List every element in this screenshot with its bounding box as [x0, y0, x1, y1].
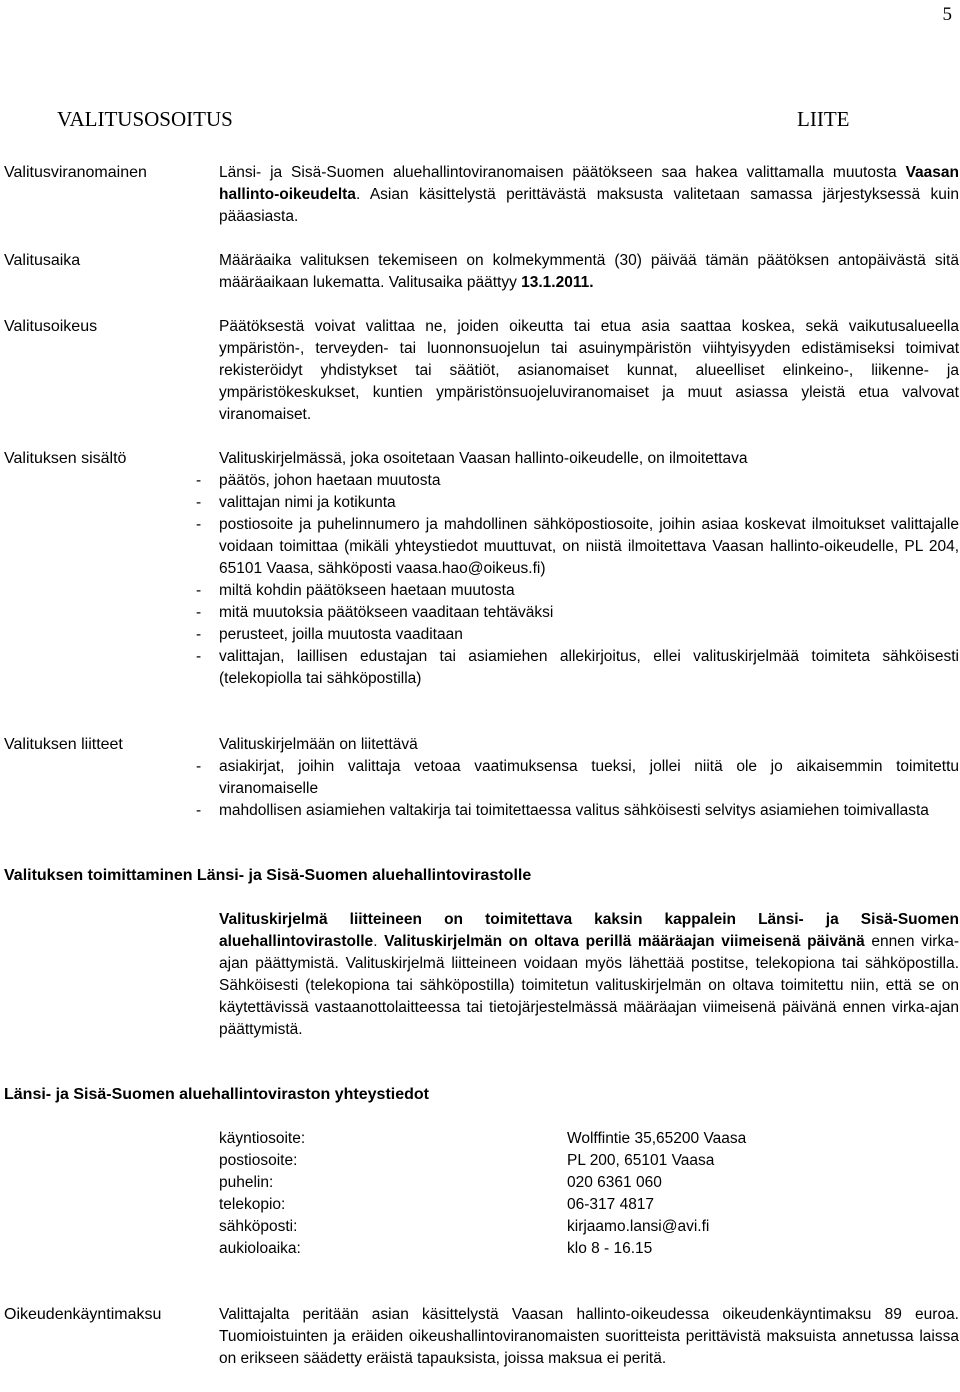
liitteet-list: [196, 756, 959, 822]
list-item: - miltä kohdin päätökseen haetaan muutosta: [196, 582, 515, 599]
section-label-oikeudenkayntimaksu: Oikeudenkäyntimaksu: [4, 1306, 162, 1323]
contact-table: [219, 1128, 819, 1260]
liitteet-intro: Valituskirjelmään on liitettävä: [219, 736, 418, 753]
section-label-liitteet: Valituksen liitteet: [4, 736, 123, 753]
list-item: - asiakirjat, joihin valittaja vetoaa vaatimuksensa tueksi, jollei niitä ole jo aikaisemmin toimitettu viranomaiselle: [196, 758, 959, 797]
document-title: VALITUSOSOITUS: [57, 107, 233, 131]
list-item: - päätös, johon haetaan muutosta: [196, 472, 441, 489]
list-item: - valittajan, laillisen edustajan tai asiamiehen allekirjoitus, ellei valituskirjelmää toimiteta sähköisesti (telekopiolla tai sähköpostilla): [196, 648, 959, 687]
list-item: - perusteet, joilla muutosta vaaditaan: [196, 626, 463, 643]
section-text-oikeudenkayntimaksu: Valittajalta peritään asian käsittelystä Vaasan hallinto-oikeudessa oikeudenkäyntimaksu 89 euroa. Tuomioistuinten ja eräiden oikeushallintoviranomaisten suoritteista perittävistä maksuista annetussa laissa on erikseen säädetty eräistä tapauksista, joissa maksua ei peritä.: [219, 1306, 959, 1367]
toimittaminen-heading: Valituksen toimittaminen Länsi- ja Sisä-Suomen aluehallintovirastolle: [4, 867, 532, 884]
section-label-valitusviranomainen: Valitusviranomainen: [4, 164, 147, 181]
sisalto-list: [196, 470, 959, 690]
section-label-valitusoikeus: Valitusoikeus: [4, 318, 98, 335]
section-text-valitusaika: Määräaika valituksen tekemiseen on kolmekymmentä (30) päivää tämän päätöksen antopäivästä sitä määräaikaan lukematta. Valitusaika päättyy 13.1.2011.: [219, 252, 959, 291]
list-item: - mahdollisen asiamiehen valtakirja tai toimitettaessa valitus sähköisesti selvitys asiamiehen toimivallasta: [196, 802, 929, 819]
contact-row: aukioloaika: klo 8 - 16.15: [219, 1240, 653, 1257]
contact-row: postiosoite: PL 200, 65101 Vaasa: [219, 1152, 715, 1169]
list-item: - mitä muutoksia päätökseen vaaditaan tehtäväksi: [196, 604, 554, 621]
list-item: - postiosoite ja puhelinnumero ja mahdollinen sähköpostiosoite, joihin asiaa koskevat ilmoitukset valittajalle voidaan toimittaa (mikäli yhteystiedot muuttuvat, on niistä ilmoitettava Vaasan hallinto-oikeudelle, PL 204, 65101 Vaasa, sähköposti vaasa.hao@oikeus.fi): [196, 516, 959, 577]
list-item: - valittajan nimi ja kotikunta: [196, 494, 396, 511]
contact-row: sähköposti: kirjaamo.lansi@avi.fi: [219, 1218, 710, 1235]
page-number: 5: [942, 4, 952, 25]
section-text-valitusoikeus: Päätöksestä voivat valittaa ne, joiden oikeutta tai etua asia saattaa koskea, sekä vaikutusalueella ympäristön-, terveyden- tai luonnonsuojelun tai asuinympäristön viihtyisyyden edistämiseksi toimivat rekisteröidyt yhdistykset tai säätiöt, asianomaiset kunnat, alueelliset elinkeino-, liikenne- ja ympäristökeskukset, kuntien ympäristönsuojeluviranomaiset ja muut asiassa yleistä etua valvovat viranomaiset.: [219, 318, 959, 423]
section-text-valitusviranomainen: Länsi- ja Sisä-Suomen aluehallintoviranomaisen päätökseen saa hakea valittamalla muutosta Vaasan hallinto-oikeudelta. Asian käsittelystä perittävästä maksusta valitetaan samassa järjestyksessä kuin pääasiasta.: [219, 164, 959, 225]
contact-row: telekopio: 06-317 4817: [219, 1196, 655, 1213]
contact-row: käyntiosoite: Wolffintie 35,65200 Vaasa: [219, 1130, 747, 1147]
toimittaminen-text: Valituskirjelmä liitteineen on toimitettava kaksin kappalein Länsi- ja Sisä-Suomen aluehallintovirastolle. Valituskirjelmän on oltava perillä määräajan viimeisenä päivänä ennen virka-ajan päättymistä. Valituskirjelmä liitteineen voidaan myös lähettää postitse, telekopiona tai sähköpostilla. Sähköisesti (telekopiona tai sähköpostilla) toimitetun valituskirjelmän on oltava toimitettu niin, että se on käytettävissä vastaanottolaitteessa tai tietojärjestelmässä määräajan viimeisenä päivänä ennen virka-ajan päättymistä.: [219, 911, 959, 1038]
section-label-sisalto: Valituksen sisältö: [4, 450, 127, 467]
attachment-label: LIITE: [797, 107, 850, 131]
yhteystiedot-heading: Länsi- ja Sisä-Suomen aluehallintoviraston yhteystiedot: [4, 1086, 429, 1103]
section-label-valitusaika: Valitusaika: [4, 252, 81, 269]
contact-row: puhelin: 020 6361 060: [219, 1174, 662, 1191]
sisalto-intro: Valituskirjelmässä, joka osoitetaan Vaasan hallinto-oikeudelle, on ilmoitettava: [219, 450, 748, 467]
